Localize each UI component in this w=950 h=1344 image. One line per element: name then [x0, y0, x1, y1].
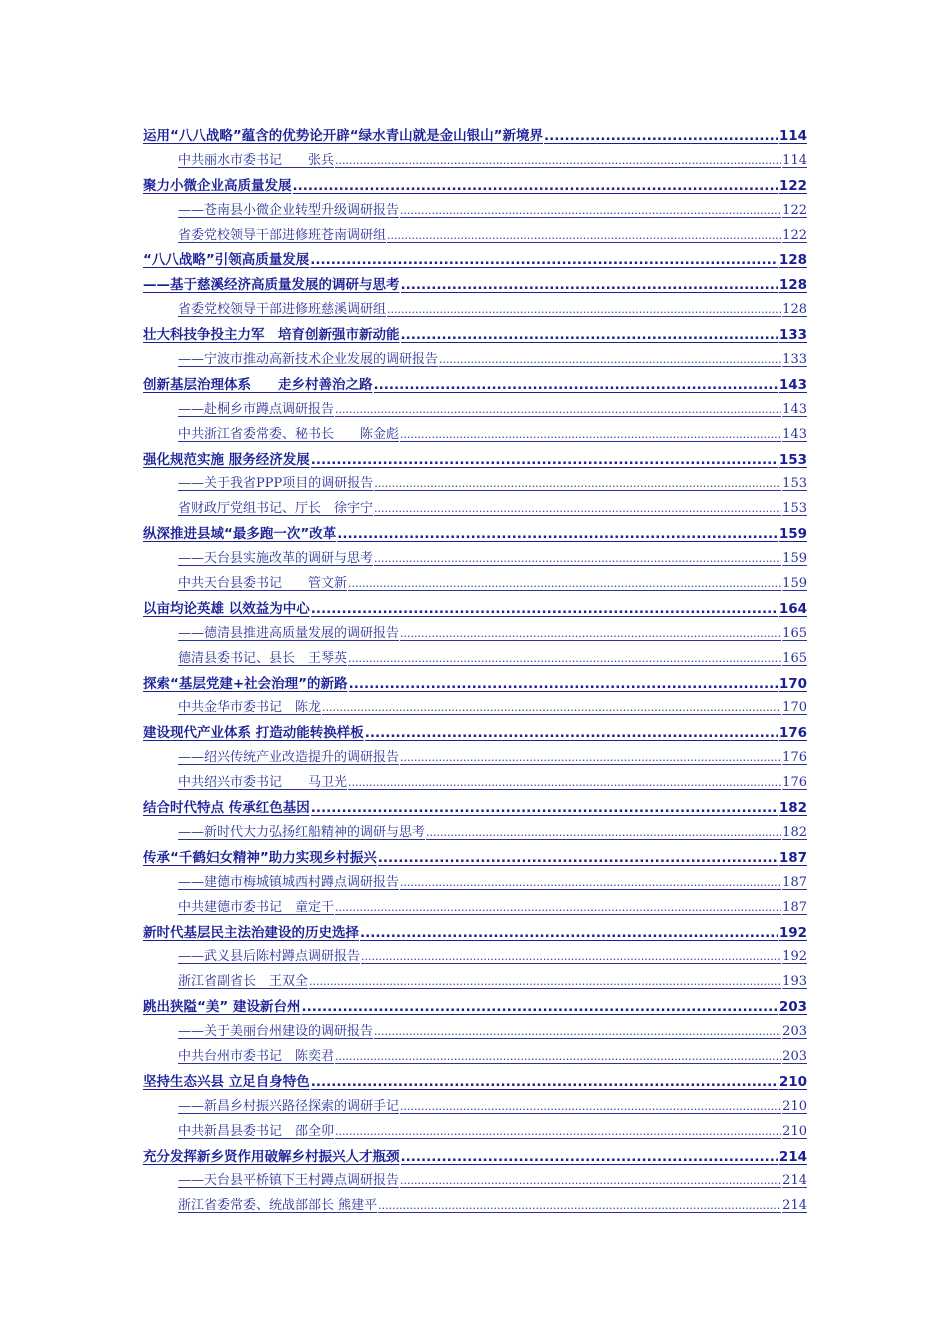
toc-entry-title: ——新昌乡村振兴路径探索的调研手记 — [178, 1098, 400, 1114]
toc-page-number: 143 — [782, 426, 807, 442]
toc-entry-title: 建设现代产业体系 打造动能转换样板 — [143, 725, 364, 742]
toc-page-number: 153 — [782, 501, 807, 517]
toc-page-number: 214 — [778, 1148, 807, 1165]
toc-entry-title: 中共浙江省委常委、秘书长 陈金彪 — [178, 426, 400, 442]
dot-leader — [348, 572, 781, 597]
toc-entry-title: 中共建德市委书记 童定干 — [178, 899, 335, 915]
toc-entry-title: 省委党校领导干部进修班慈溪调研组 — [178, 302, 387, 318]
toc-page-number: 165 — [782, 625, 807, 641]
toc-entry-link[interactable] — [143, 448, 807, 473]
toc-page-number: 210 — [782, 1098, 807, 1114]
toc-page-number: 187 — [782, 874, 807, 890]
toc-entry-title: 强化规范实施 服务经济发展 — [143, 451, 310, 468]
toc-subentry-link[interactable] — [143, 224, 807, 249]
toc-entry-title: “八八战略”引领高质量发展 — [143, 252, 310, 269]
toc-page-number: 159 — [782, 576, 807, 592]
dot-leader — [401, 273, 778, 298]
dot-leader — [400, 622, 781, 647]
toc-entry-title: 中共金华市委书记 陈龙 — [178, 700, 322, 716]
dot-leader — [335, 149, 781, 174]
toc-entry-title: ——德清县推进高质量发展的调研报告 — [178, 625, 400, 641]
toc-subentry-link[interactable] — [143, 472, 807, 497]
toc-entry-title: ——苍南县小微企业转型升级调研报告 — [178, 202, 400, 218]
toc-entry-title: 省财政厅党组书记、厅长 徐宇宁 — [178, 501, 374, 517]
toc-subentry-link[interactable] — [143, 547, 807, 572]
toc-page-number: 210 — [782, 1123, 807, 1139]
dot-leader — [374, 547, 781, 572]
dot-leader — [400, 1169, 781, 1194]
toc-entry-link[interactable] — [143, 373, 807, 398]
dot-leader — [293, 174, 778, 199]
dot-leader — [348, 771, 781, 796]
toc-entry-title: 德清县委书记、县长 王琴英 — [178, 650, 348, 666]
toc-entry-title: ——新时代大力弘扬红船精神的调研与思考 — [178, 824, 426, 840]
toc-entry-title: ——基于慈溪经济高质量发展的调研与思考 — [143, 277, 400, 294]
dot-leader — [400, 423, 781, 448]
toc-page-number: 170 — [778, 675, 807, 692]
toc-page-number: 165 — [782, 650, 807, 666]
toc-page-number: 203 — [782, 1024, 807, 1040]
dot-leader — [400, 746, 781, 771]
toc-entry-title: ——关于我省PPP项目的调研报告 — [178, 476, 374, 492]
dot-leader — [426, 821, 781, 846]
dot-leader — [349, 672, 778, 697]
toc-entry-title: ——天台县平桥镇下王村蹲点调研报告 — [178, 1173, 400, 1189]
dot-leader — [544, 124, 778, 149]
dot-leader — [387, 298, 781, 323]
toc-subentry-link[interactable] — [143, 398, 807, 423]
dot-leader — [337, 522, 778, 547]
table-of-contents — [143, 124, 807, 1219]
toc-page-number: 203 — [782, 1048, 807, 1064]
toc-entry-link[interactable] — [143, 721, 807, 746]
toc-entry-title: 以亩均论英雄 以效益为中心 — [143, 600, 310, 617]
toc-entry-link[interactable] — [143, 273, 807, 298]
toc-entry-title: 省委党校领导干部进修班苍南调研组 — [178, 227, 387, 243]
toc-page-number: 170 — [782, 700, 807, 716]
dot-leader — [374, 497, 781, 522]
toc-page-number: 192 — [778, 924, 807, 941]
toc-page-number: 114 — [782, 152, 807, 168]
toc-entry-link[interactable] — [143, 522, 807, 547]
toc-subentry-link[interactable] — [143, 871, 807, 896]
dot-leader — [374, 472, 781, 497]
toc-entry-link[interactable] — [143, 1070, 807, 1095]
toc-entry-title: 跳出狭隘“美” 建设新台州 — [143, 999, 301, 1016]
dot-leader — [361, 945, 781, 970]
toc-subentry-link[interactable] — [143, 1194, 807, 1219]
toc-page-number: 164 — [778, 600, 807, 617]
toc-page-number: 176 — [782, 775, 807, 791]
toc-subentry-link[interactable] — [143, 821, 807, 846]
toc-entry-link[interactable] — [143, 921, 807, 946]
dot-leader — [311, 796, 778, 821]
toc-subentry-link[interactable] — [143, 1169, 807, 1194]
toc-entry-title: 中共绍兴市委书记 马卫光 — [178, 775, 348, 791]
toc-subentry-link[interactable] — [143, 298, 807, 323]
dot-leader — [365, 721, 778, 746]
dot-leader — [400, 199, 781, 224]
toc-page-number: 203 — [778, 999, 807, 1016]
toc-page-number: 182 — [778, 800, 807, 817]
toc-subentry-link[interactable] — [143, 1020, 807, 1045]
dot-leader — [400, 871, 781, 896]
toc-page-number: 153 — [782, 476, 807, 492]
toc-subentry-link[interactable] — [143, 572, 807, 597]
toc-page-number: 193 — [782, 974, 807, 990]
toc-entry-title: ——关于美丽台州建设的调研报告 — [178, 1024, 374, 1040]
toc-page-number: 143 — [782, 401, 807, 417]
toc-entry-title: 运用“八八战略”蕴含的优势论开辟“绿水青山就是金山银山”新境界 — [143, 128, 543, 144]
toc-page-number: 210 — [778, 1073, 807, 1090]
toc-entry-title: 结合时代特点 传承红色基因 — [143, 800, 310, 817]
toc-entry-title: 中共新昌县委书记 邵全卯 — [178, 1123, 335, 1139]
toc-page-number: 214 — [782, 1198, 807, 1214]
toc-page-number: 187 — [778, 849, 807, 866]
toc-entry-title: ——绍兴传统产业改造提升的调研报告 — [178, 750, 400, 766]
toc-entry-link[interactable] — [143, 1145, 807, 1170]
toc-entry-title: 充分发挥新乡贤作用破解乡村振兴人才瓶颈 — [143, 1148, 400, 1165]
toc-subentry-link[interactable] — [143, 348, 807, 373]
dot-leader — [335, 398, 781, 423]
toc-subentry-link[interactable] — [143, 1120, 807, 1145]
toc-page-number: 159 — [782, 551, 807, 567]
toc-entry-title: 壮大科技争投主力军 培育创新强市新动能 — [143, 327, 400, 344]
toc-subentry-link[interactable] — [143, 746, 807, 771]
toc-page-number: 176 — [782, 750, 807, 766]
toc-page-number: 114 — [778, 128, 807, 144]
toc-entry-title: 中共天台县委书记 管文新 — [178, 576, 348, 592]
dot-leader — [378, 846, 778, 871]
toc-page-number: 182 — [782, 824, 807, 840]
toc-entry-title: ——建德市梅城镇城西村蹲点调研报告 — [178, 874, 400, 890]
dot-leader — [335, 896, 781, 921]
dot-leader — [310, 248, 778, 273]
toc-subentry-link[interactable] — [143, 647, 807, 672]
dot-leader — [401, 323, 778, 348]
toc-page-number: 192 — [782, 949, 807, 965]
toc-entry-link[interactable] — [143, 248, 807, 273]
toc-subentry-link[interactable] — [143, 423, 807, 448]
toc-entry-link[interactable] — [143, 597, 807, 622]
toc-subentry-link[interactable] — [143, 896, 807, 921]
dot-leader — [387, 224, 781, 249]
toc-entry-title: 中共丽水市委书记 张兵 — [178, 152, 335, 168]
toc-subentry-link[interactable] — [143, 970, 807, 995]
dot-leader — [401, 1145, 778, 1170]
dot-leader — [400, 1095, 781, 1120]
toc-subentry-link[interactable] — [143, 696, 807, 721]
dot-leader — [311, 597, 778, 622]
toc-entry-link[interactable] — [143, 846, 807, 871]
toc-subentry-link[interactable] — [143, 622, 807, 647]
toc-subentry-link[interactable] — [143, 199, 807, 224]
dot-leader — [311, 448, 778, 473]
toc-entry-title: 聚力小微企业高质量发展 — [143, 177, 292, 194]
toc-page-number: 128 — [778, 277, 807, 294]
toc-page-number: 143 — [778, 376, 807, 393]
toc-entry-link[interactable] — [143, 174, 807, 199]
dot-leader — [374, 1020, 781, 1045]
toc-entry-link[interactable] — [143, 796, 807, 821]
toc-subentry-link[interactable] — [143, 497, 807, 522]
toc-subentry-link[interactable] — [143, 1045, 807, 1070]
dot-leader — [311, 1070, 778, 1095]
dot-leader — [335, 1045, 781, 1070]
toc-page-number: 176 — [778, 725, 807, 742]
toc-page-number: 122 — [778, 177, 807, 194]
toc-page-number: 214 — [782, 1173, 807, 1189]
toc-page-number: 122 — [782, 227, 807, 243]
dot-leader — [374, 373, 778, 398]
toc-entry-title: 坚持生态兴县 立足自身特色 — [143, 1073, 310, 1090]
dot-leader — [378, 1194, 781, 1219]
dot-leader — [335, 1120, 781, 1145]
toc-entry-title: 新时代基层民主法治建设的历史选择 — [143, 924, 359, 941]
toc-entry-title: ——赴桐乡市蹲点调研报告 — [178, 401, 335, 417]
toc-entry-title: 浙江省委常委、统战部部长 熊建平 — [178, 1198, 378, 1214]
dot-leader — [301, 995, 777, 1020]
toc-subentry-link[interactable] — [143, 1095, 807, 1120]
toc-subentry-link[interactable] — [143, 149, 807, 174]
toc-entry-title: 传承“千鹤妇女精神”助力实现乡村振兴 — [143, 849, 377, 866]
toc-subentry-link[interactable] — [143, 945, 807, 970]
toc-page-number: 128 — [782, 302, 807, 318]
dot-leader — [309, 970, 781, 995]
toc-entry-title: ——天台县实施改革的调研与思考 — [178, 551, 374, 567]
toc-page-number: 133 — [782, 352, 807, 368]
toc-page-number: 153 — [778, 451, 807, 468]
dot-leader — [360, 921, 778, 946]
toc-entry-link[interactable] — [143, 995, 807, 1020]
toc-entry-title: ——宁波市推动高新技术企业发展的调研报告 — [178, 352, 439, 368]
toc-page-number: 133 — [778, 327, 807, 344]
toc-entry-title: ——武义县后陈村蹲点调研报告 — [178, 949, 361, 965]
toc-entry-title: 探索“基层党建+社会治理”的新路 — [143, 675, 348, 692]
toc-entry-link[interactable] — [143, 124, 807, 149]
toc-entry-link[interactable] — [143, 323, 807, 348]
dot-leader — [322, 696, 781, 721]
toc-page-number: 122 — [782, 202, 807, 218]
toc-entry-title: 中共台州市委书记 陈奕君 — [178, 1048, 335, 1064]
toc-page-number: 159 — [778, 526, 807, 543]
toc-entry-title: 创新基层治理体系 走乡村善治之路 — [143, 376, 373, 393]
toc-entry-title: 纵深推进县域“最多跑一次”改革 — [143, 526, 337, 543]
toc-entry-link[interactable] — [143, 672, 807, 697]
toc-page-number: 128 — [778, 252, 807, 269]
dot-leader — [348, 647, 781, 672]
toc-page-number: 187 — [782, 899, 807, 915]
dot-leader — [439, 348, 781, 373]
toc-subentry-link[interactable] — [143, 771, 807, 796]
toc-entry-title: 浙江省副省长 王双全 — [178, 974, 309, 990]
